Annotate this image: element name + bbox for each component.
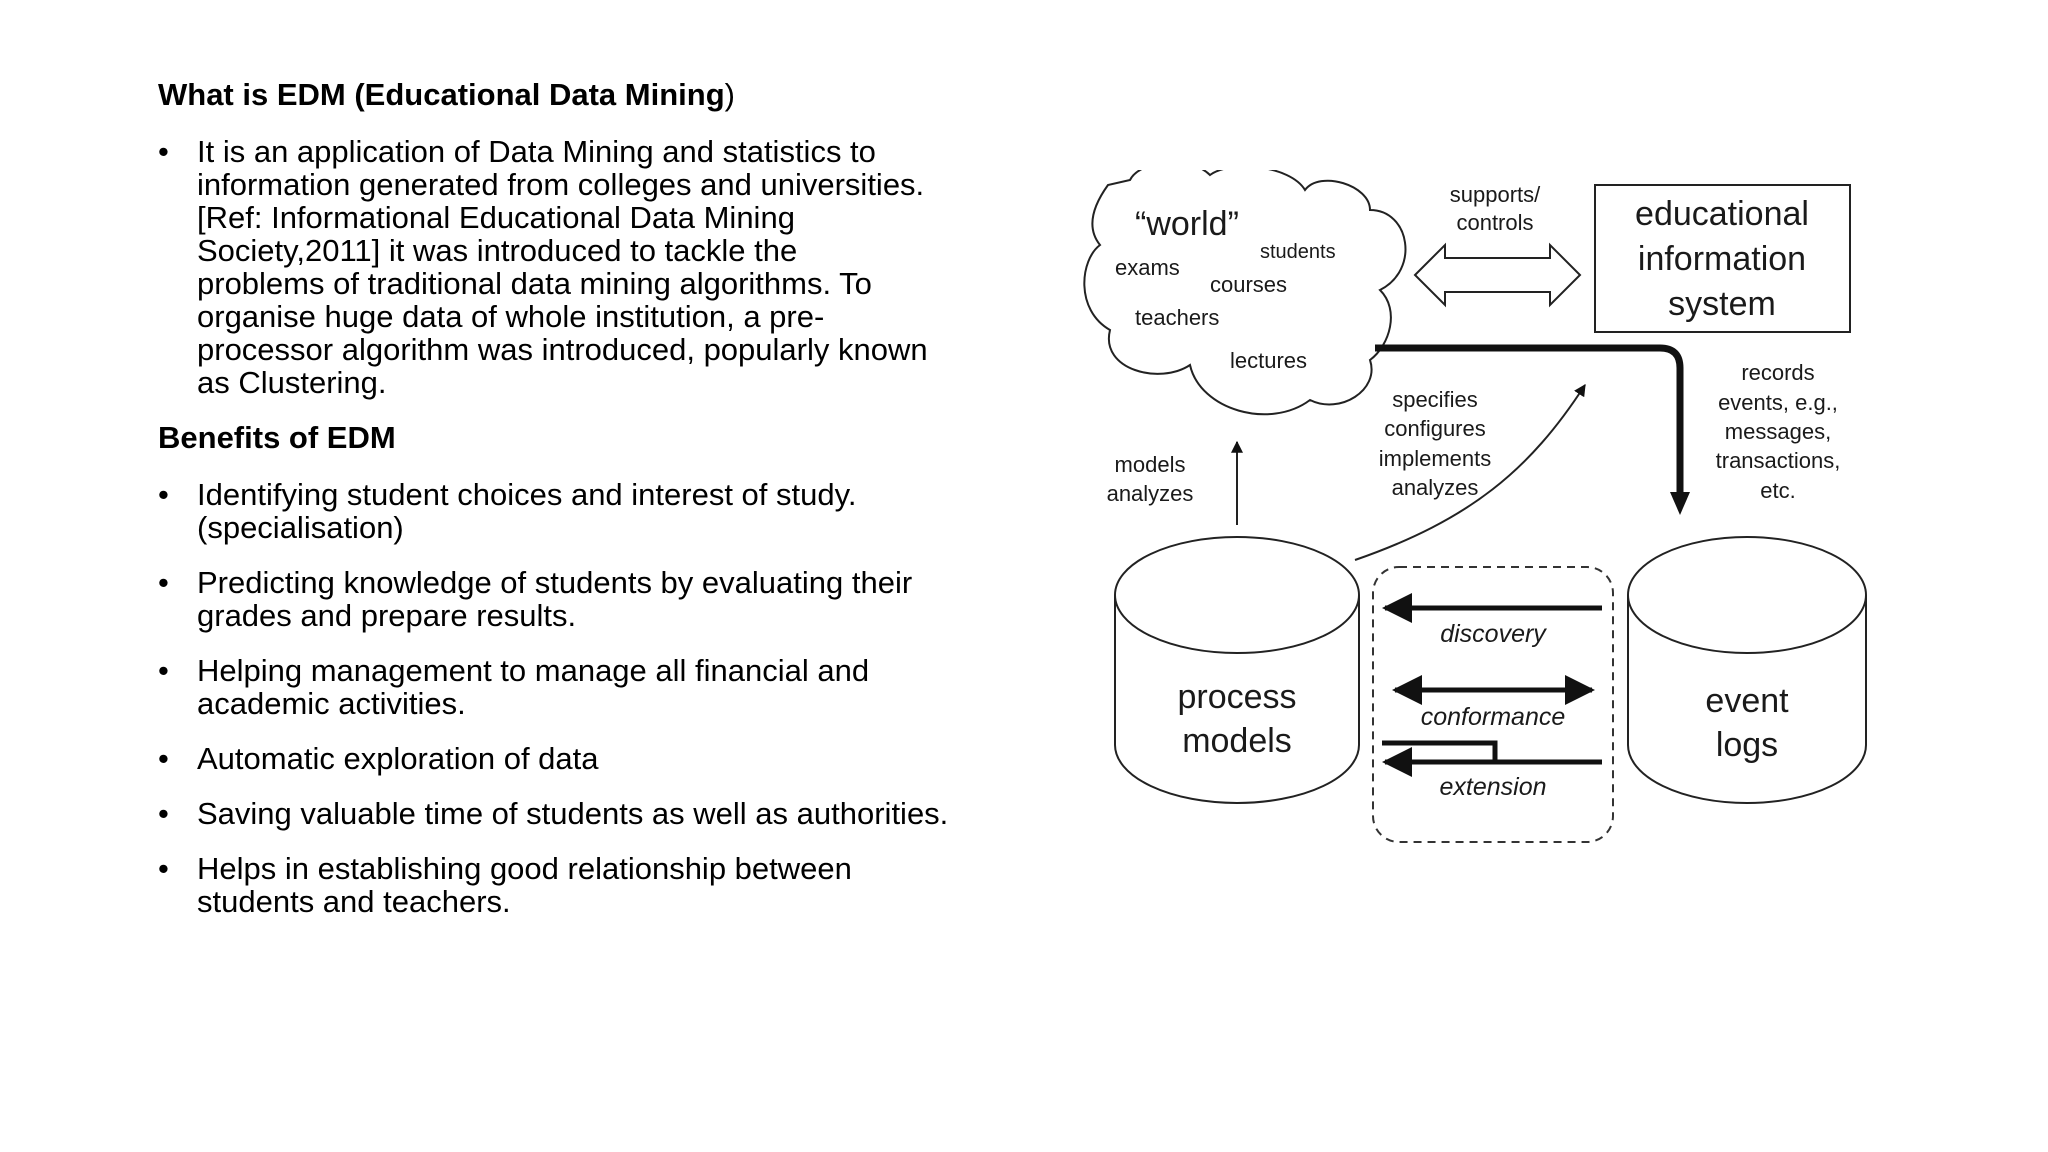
list-item (158, 135, 978, 399)
bullet-text: Identifying student choices and interest of study. (specialisation) (197, 477, 857, 545)
event-logs-line-2: logs (1715, 726, 1779, 764)
list-item (158, 852, 978, 918)
list-item (158, 654, 978, 720)
list-item (158, 478, 978, 544)
bullet: • (158, 741, 169, 776)
bullet: • (158, 653, 169, 688)
world-item-students: students (1260, 241, 1336, 263)
double-hollow-arrow (1415, 245, 1580, 305)
controls-label: controls (1456, 210, 1534, 235)
specifies-line-1: specifies (1392, 387, 1478, 412)
process-models-cylinder-top (1115, 537, 1359, 653)
heading-what-is-edm: What is EDM (Educational Data Mining) (158, 77, 735, 112)
world-item-courses: courses (1210, 272, 1288, 297)
bullet: • (158, 477, 169, 512)
records-line-3: messages, (1724, 419, 1832, 444)
bullet-text: Helps in establishing good relationship between students and teachers. (197, 851, 852, 919)
heading-benefits: Benefits of EDM (158, 420, 396, 455)
specifies-line-2: configures (1384, 416, 1486, 441)
conformance-label: conformance (1420, 703, 1566, 731)
list-item (158, 742, 978, 775)
bullet: • (158, 565, 169, 600)
bullet: • (158, 851, 169, 886)
discovery-label: discovery (1440, 620, 1546, 648)
bullet-text: Helping management to manage all financial and academic activities. (197, 653, 870, 721)
bullet-text: Saving valuable time of students as well as authorities. (197, 796, 949, 831)
definition-list (158, 135, 978, 399)
world-item-lectures: lectures (1230, 348, 1308, 373)
diagram-svg (1080, 170, 1880, 860)
list-item (158, 566, 978, 632)
analyzes-label: analyzes (1106, 481, 1194, 506)
bullet: • (158, 796, 169, 831)
records-line-5: etc. (1760, 478, 1796, 503)
bullet-text: Automatic exploration of data (197, 741, 599, 776)
list-item (158, 797, 978, 830)
extension-arrow-top (1382, 743, 1495, 762)
specifies-line-3: implements (1378, 446, 1492, 471)
eis-line-2: information (1637, 240, 1807, 278)
process-models-line-2: models (1182, 722, 1292, 760)
eis-line-3: system (1668, 285, 1776, 323)
extension-label: extension (1439, 773, 1547, 801)
process-models-line-1: process (1177, 678, 1297, 716)
records-line-4: transactions, (1715, 448, 1841, 473)
benefits-list (158, 478, 978, 918)
records-line-2: events, e.g., (1718, 390, 1838, 415)
text-column (158, 78, 978, 940)
bullet-text: It is an application of Data Mining and statistics to information generated from colleges and universities. [Ref: Informational Educational Data Mining Society,2011] it was introduced to tackle the problems of traditional data mining algorithms. To organise huge data of whole institution, a pre- processor algorithm was introduced, popularly known as Clustering. (197, 134, 928, 400)
eis-line-1: educational (1635, 195, 1809, 233)
supports-label: supports/ (1449, 182, 1541, 207)
world-item-exams: exams (1115, 255, 1180, 280)
records-arrowhead (1670, 492, 1690, 515)
world-item-teachers: teachers (1135, 305, 1220, 330)
bullet: • (158, 134, 169, 169)
models-label: models (1114, 452, 1186, 477)
edm-process-diagram (1080, 170, 1880, 860)
world-title: “world” (1135, 205, 1239, 243)
bullet-text: Predicting knowledge of students by evaluating their grades and prepare results. (197, 565, 913, 633)
event-logs-line-1: event (1705, 682, 1789, 720)
event-logs-cylinder-top (1628, 537, 1866, 653)
records-line-1: records (1741, 360, 1815, 385)
specifies-line-4: analyzes (1391, 475, 1479, 500)
